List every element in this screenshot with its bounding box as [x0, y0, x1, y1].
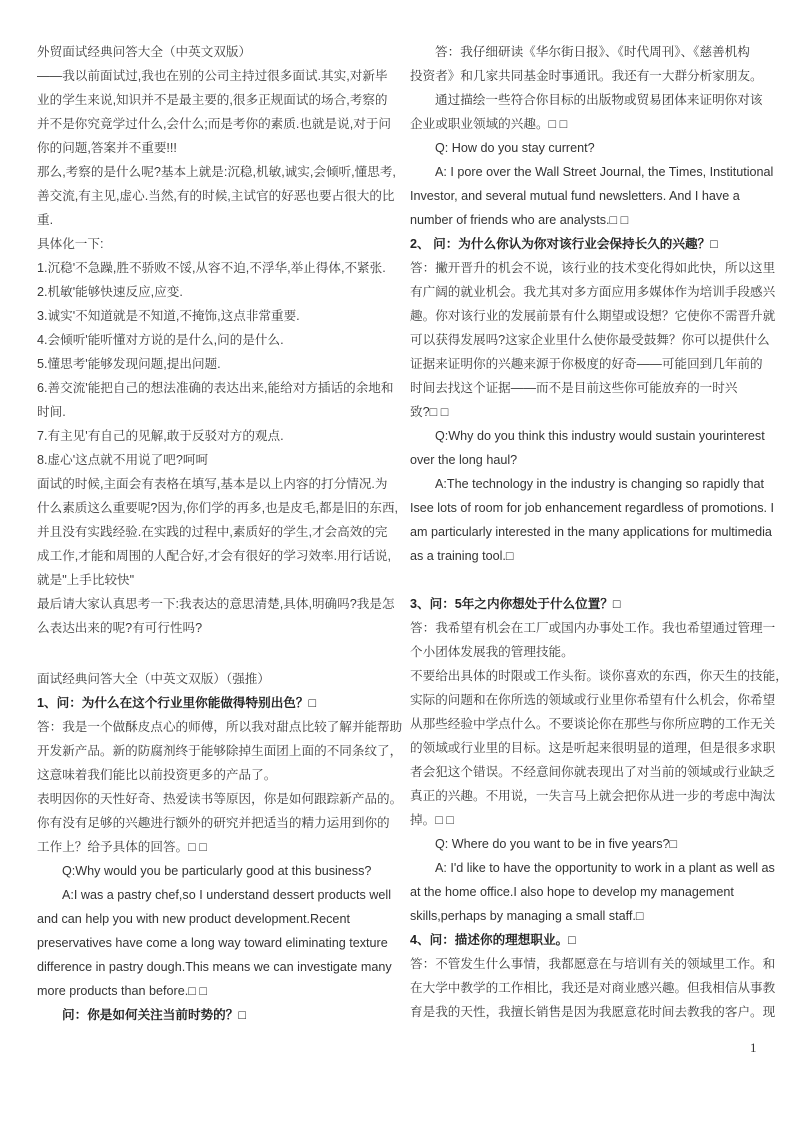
- text-line: Isee lots of room for job enhancement regardless of promotions. I: [410, 501, 775, 515]
- text-line: 不要给出具体的时限或工作头衔。谈你喜欢的东西，你天生的技能，: [410, 669, 788, 683]
- text-line: Q:Why do you think this industry would sustain yourinterest: [435, 429, 765, 443]
- text-line: difference in pastry dough.This means we can investigate many: [37, 960, 392, 974]
- left-column: [37, 40, 403, 1027]
- text-line: 4.会倾听'能听懂对方说的是什么,问的是什么.: [37, 333, 284, 347]
- text-line: 就是"上手比较快": [37, 573, 135, 587]
- text-line: Q: Where do you want to be in five years?□: [435, 837, 678, 851]
- text-line: 你有没有足够的兴趣进行额外的研究并把适当的精力运用到你的: [37, 816, 390, 830]
- text-line: 答：撇开晋升的机会不说，该行业的技术变化得如此快，所以这里: [410, 261, 776, 275]
- text-line: 可以获得发展吗?这家企业里什么使你最受鼓舞？你可以提供什么: [410, 333, 770, 347]
- text-line: 通过描绘一些符合你目标的出版物或贸易团体来证明你对该: [435, 93, 763, 107]
- text-line: 时间去找这个证据——而不是目前这些你可能放弃的一时兴: [410, 381, 738, 395]
- text-line: 的领域或行业里的目标。这是听起来很明显的道理，但是很多求职: [410, 741, 776, 755]
- text-line: A: I'd like to have the opportunity to work in a plant as well as: [435, 861, 775, 875]
- text-line: 答：我希望有机会在工厂或国内办事处工作。我也希望通过管理一: [410, 621, 776, 635]
- text-line: A: I pore over the Wall Street Journal, the Times, Institutional: [435, 165, 774, 179]
- text-line: 你的问题,答案并不重要!!!: [37, 141, 177, 155]
- text-line: 答：我是一个做酥皮点心的师傅，所以我对甜点比较了解并能帮助: [37, 720, 403, 734]
- text-line: 那么,考察的是什么呢?基本上就是:沉稳,机敏,诚实,会倾听,懂思考,: [37, 165, 396, 179]
- blank-line: [410, 568, 765, 592]
- question-heading: 2、 问：为什么你认为你对该行业会保持长久的兴趣？□: [410, 237, 718, 251]
- text-line: 有广阔的就业机会。我尤其对多方面应用多媒体作为培训手段感兴: [410, 285, 776, 299]
- text-line: over the long haul?: [410, 453, 518, 467]
- text-line: 掉。□ □: [410, 813, 454, 827]
- text-line: A:I was a pastry chef,so I understand dessert products well: [62, 888, 391, 902]
- text-line: 投资者》和几家共同基金时事通讯。我还有一大群分析家朋友。: [410, 69, 763, 83]
- text-line: Investor, and several mutual fund newsletters. And I have a: [410, 189, 740, 203]
- text-line: 什么素质这么重要呢?因为,你们学的再多,也是皮毛,都是旧的东西,: [37, 501, 399, 515]
- question-heading: 3、问：5年之内你想处于什么位置？□: [410, 597, 621, 611]
- text-line: 8.虚心'这点就不用说了吧?呵呵: [37, 453, 209, 467]
- text-line: 在大学中教学的工作相比，我还是对商业感兴趣。但我相信从事教: [410, 981, 776, 995]
- text-line: 这意味着我们能比以前投资更多的产品了。: [37, 768, 277, 782]
- text-line: 表明因你的天性好奇、热爱读书等原因，你是如何跟踪新产品的。: [37, 792, 403, 806]
- text-line: 具体化一下:: [37, 237, 104, 251]
- text-line: 善交流,有主见,虚心.当然,有的时候,主试官的好恶也要占很大的比: [37, 189, 395, 203]
- text-line: 5.懂思考'能够发现问题,提出问题.: [37, 357, 221, 371]
- text-line: more products than before.□ □: [37, 984, 207, 998]
- text-line: 么表达出来的呢?有可行性吗?: [37, 621, 203, 635]
- text-line: 实际的问题和在你所选的领域或行业里你希望有什么机会，你希望: [410, 693, 776, 707]
- question-heading: 问：你是如何关注当前时势的？□: [62, 1008, 246, 1022]
- text-line: 并不是你究竟学过什么,会什么;而是考你的素质.也就是说,对于问: [37, 117, 392, 131]
- text-line: 答：不管发生什么事情，我都愿意在与培训有关的领域里工作。和: [410, 957, 776, 971]
- text-line: 个小团体发展我的管理技能。: [410, 645, 574, 659]
- text-line: A:The technology in the industry is changing so rapidly that: [435, 477, 765, 491]
- text-line: 致?□ □: [410, 405, 449, 419]
- text-line: 成工作,才能和周围的人配合好,才会有很好的学习效率.用行话说,: [37, 549, 392, 563]
- text-line: skills,perhaps by managing a small staff.□: [410, 909, 644, 923]
- text-line: 2.机敏'能够快速反应,应变.: [37, 285, 183, 299]
- text-line: at the home office.I also hope to develop my management: [410, 885, 734, 899]
- text-line: Q:Why would you be particularly good at this business?: [62, 864, 372, 878]
- text-line: 7.有主见'有自己的见解,敢于反驳对方的观点.: [37, 429, 284, 443]
- question-heading: 1、问：为什么在这个行业里你能做得特别出色？□: [37, 696, 317, 710]
- text-line: 开发新产品。新的防腐剂终于能够除掉生面团上面的不同条纹了，: [37, 744, 403, 758]
- question-heading: 4、问：描述你的理想职业。□: [410, 933, 576, 947]
- text-line: 面试经典问答大全（中英文双版）（强推）: [37, 672, 270, 686]
- text-line: 真正的兴趣。不用说，一失言马上就会把你从进一步的考虑中淘汰: [410, 789, 776, 803]
- text-line: preservatives have come a long way toward eliminating texture: [37, 936, 388, 950]
- text-line: 育是我的天性，我擅长销售是因为我愿意花时间去教我的客户。现: [410, 1005, 776, 1019]
- text-line: 企业或职业领域的兴趣。□ □: [410, 117, 568, 131]
- page-number: 1: [750, 1040, 757, 1055]
- text-line: number of friends who are analysts.□ □: [410, 213, 629, 227]
- text-line: 最后请大家认真思考一下:我表达的意思清楚,具体,明确吗?我是怎: [37, 597, 395, 611]
- text-line: 6.善交流'能把自己的想法准确的表达出来,能给对方插话的余地和: [37, 381, 394, 395]
- text-line: 者会犯这个错误。不经意间你就表现出了对当前的领域或行业缺乏: [410, 765, 776, 779]
- text-line: 时间.: [37, 405, 66, 419]
- text-line: 1.沉稳'不急躁,胜不骄败不馁,从容不迫,不浮华,举止得体,不紧张.: [37, 261, 386, 275]
- text-line: and can help you with new product development.Recent: [37, 912, 350, 926]
- text-line: 面试的时候,主面会有表格在填写,基本是以上内容的打分情况.为: [37, 477, 388, 491]
- blank-line: [37, 640, 397, 667]
- text-line: 答：我仔细研读《华尔街日报》、《时代周刊》、《慈善机构: [435, 45, 750, 59]
- text-line: 工作上？给予具体的回答。□ □: [37, 840, 207, 854]
- text-line: 证据来证明你的兴趣来源于你极度的好奇——可能回到几年前的: [410, 357, 763, 371]
- text-line: am particularly interested in the many applications for multimedia: [410, 525, 772, 539]
- right-column: [410, 40, 788, 1024]
- text-line: 外贸面试经典问答大全（中英文双版）: [37, 45, 252, 59]
- text-line: 并且没有实践经验.在实践的过程中,素质好的学生,才会高效的完: [37, 525, 388, 539]
- text-line: 3.诚实'不知道就是不知道,不掩饰,这点非常重要.: [37, 309, 300, 323]
- text-line: 趣。你对该行业的发展前景有什么期望或设想？它使你不需晋升就: [410, 309, 776, 323]
- text-line: 重.: [37, 213, 54, 227]
- text-line: as a training tool.□: [410, 549, 514, 563]
- text-line: ——我以前面试过,我也在别的公司主持过很多面试.其实,对新毕: [37, 69, 388, 83]
- text-line: Q: How do you stay current?: [435, 141, 595, 155]
- text-line: 业的学生来说,知识并不是最主要的,很多正规面试的场合,考察的: [37, 93, 388, 107]
- text-line: 从那些经验中学点什么。不要谈论你在那些与你所应聘的工作无关: [410, 717, 776, 731]
